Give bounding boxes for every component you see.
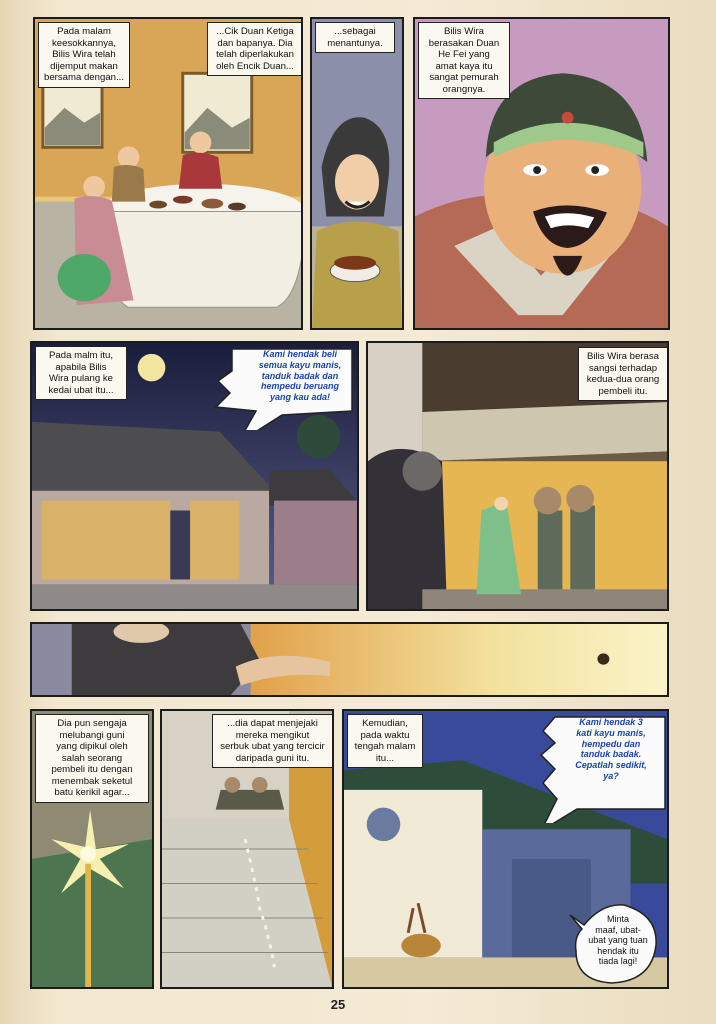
caption-next-night: Pada malam keesokkannya, Bilis Wira telah dijemput makan bersama dengan... — [38, 22, 130, 88]
panel-spark — [30, 709, 154, 989]
speech-buyers-want-all: Kami hendak beli semua kayu manis, tanduk badak dan hempedu beruang yang kau ada! — [258, 349, 342, 403]
page-number: 25 — [330, 997, 346, 1012]
caption-midnight: Kemudian, pada waktu tengah malam itu... — [347, 714, 423, 768]
panel-shop-interior — [366, 341, 669, 611]
caption-suspicious: Bilis Wira berasa sangsi terhadap kedua-dua orang pembeli itu. — [578, 347, 668, 401]
caption-son-in-law: ...sebagai menantunya. — [315, 22, 395, 53]
caption-follow-powder: ...dia dapat menjejaki mereka mengikut serbuk ubat yang tercicir daripada guni itu. — [212, 714, 333, 768]
flick-stone-art — [32, 624, 667, 695]
caption-shot-sack: Dia pun sengaja melubangi guni yang dipikul oleh salah seorang pembeli itu dengan menembak seketul batu kerikil agar... — [35, 714, 149, 803]
caption-cik-duan: ...Cik Duan Ketiga dan bapanya. Dia telah diperlakukan oleh Encik Duan... — [207, 22, 303, 76]
caption-duan-generous: Bilis Wira berasakan Duan He Fei yang amat kaya itu sangat pemurah orangnya. — [418, 22, 510, 99]
panel-night-shop — [30, 341, 359, 611]
speech-sorry-out-of-stock: Minta maaf, ubat- ubat yang tuan hendak itu tiada lagi! — [588, 914, 648, 967]
panel-dinner-table — [33, 17, 303, 330]
panel-girl-eating — [310, 17, 404, 330]
caption-that-night: Pada malm itu, apabila Bilis Wira pulang ke kedai ubat itu... — [35, 346, 127, 400]
panel-duan-he-fei-closeup — [413, 17, 670, 330]
panel-flick-stone — [30, 622, 669, 697]
panel-midnight-store — [342, 709, 669, 989]
girl-eating-art — [312, 19, 402, 328]
speech-order-3-kati: Kami hendak 3 kati kayu manis, hempedu dan tanduk badak. Cepatlah sedikit, ya? — [575, 717, 647, 781]
panel-trail — [160, 709, 334, 989]
